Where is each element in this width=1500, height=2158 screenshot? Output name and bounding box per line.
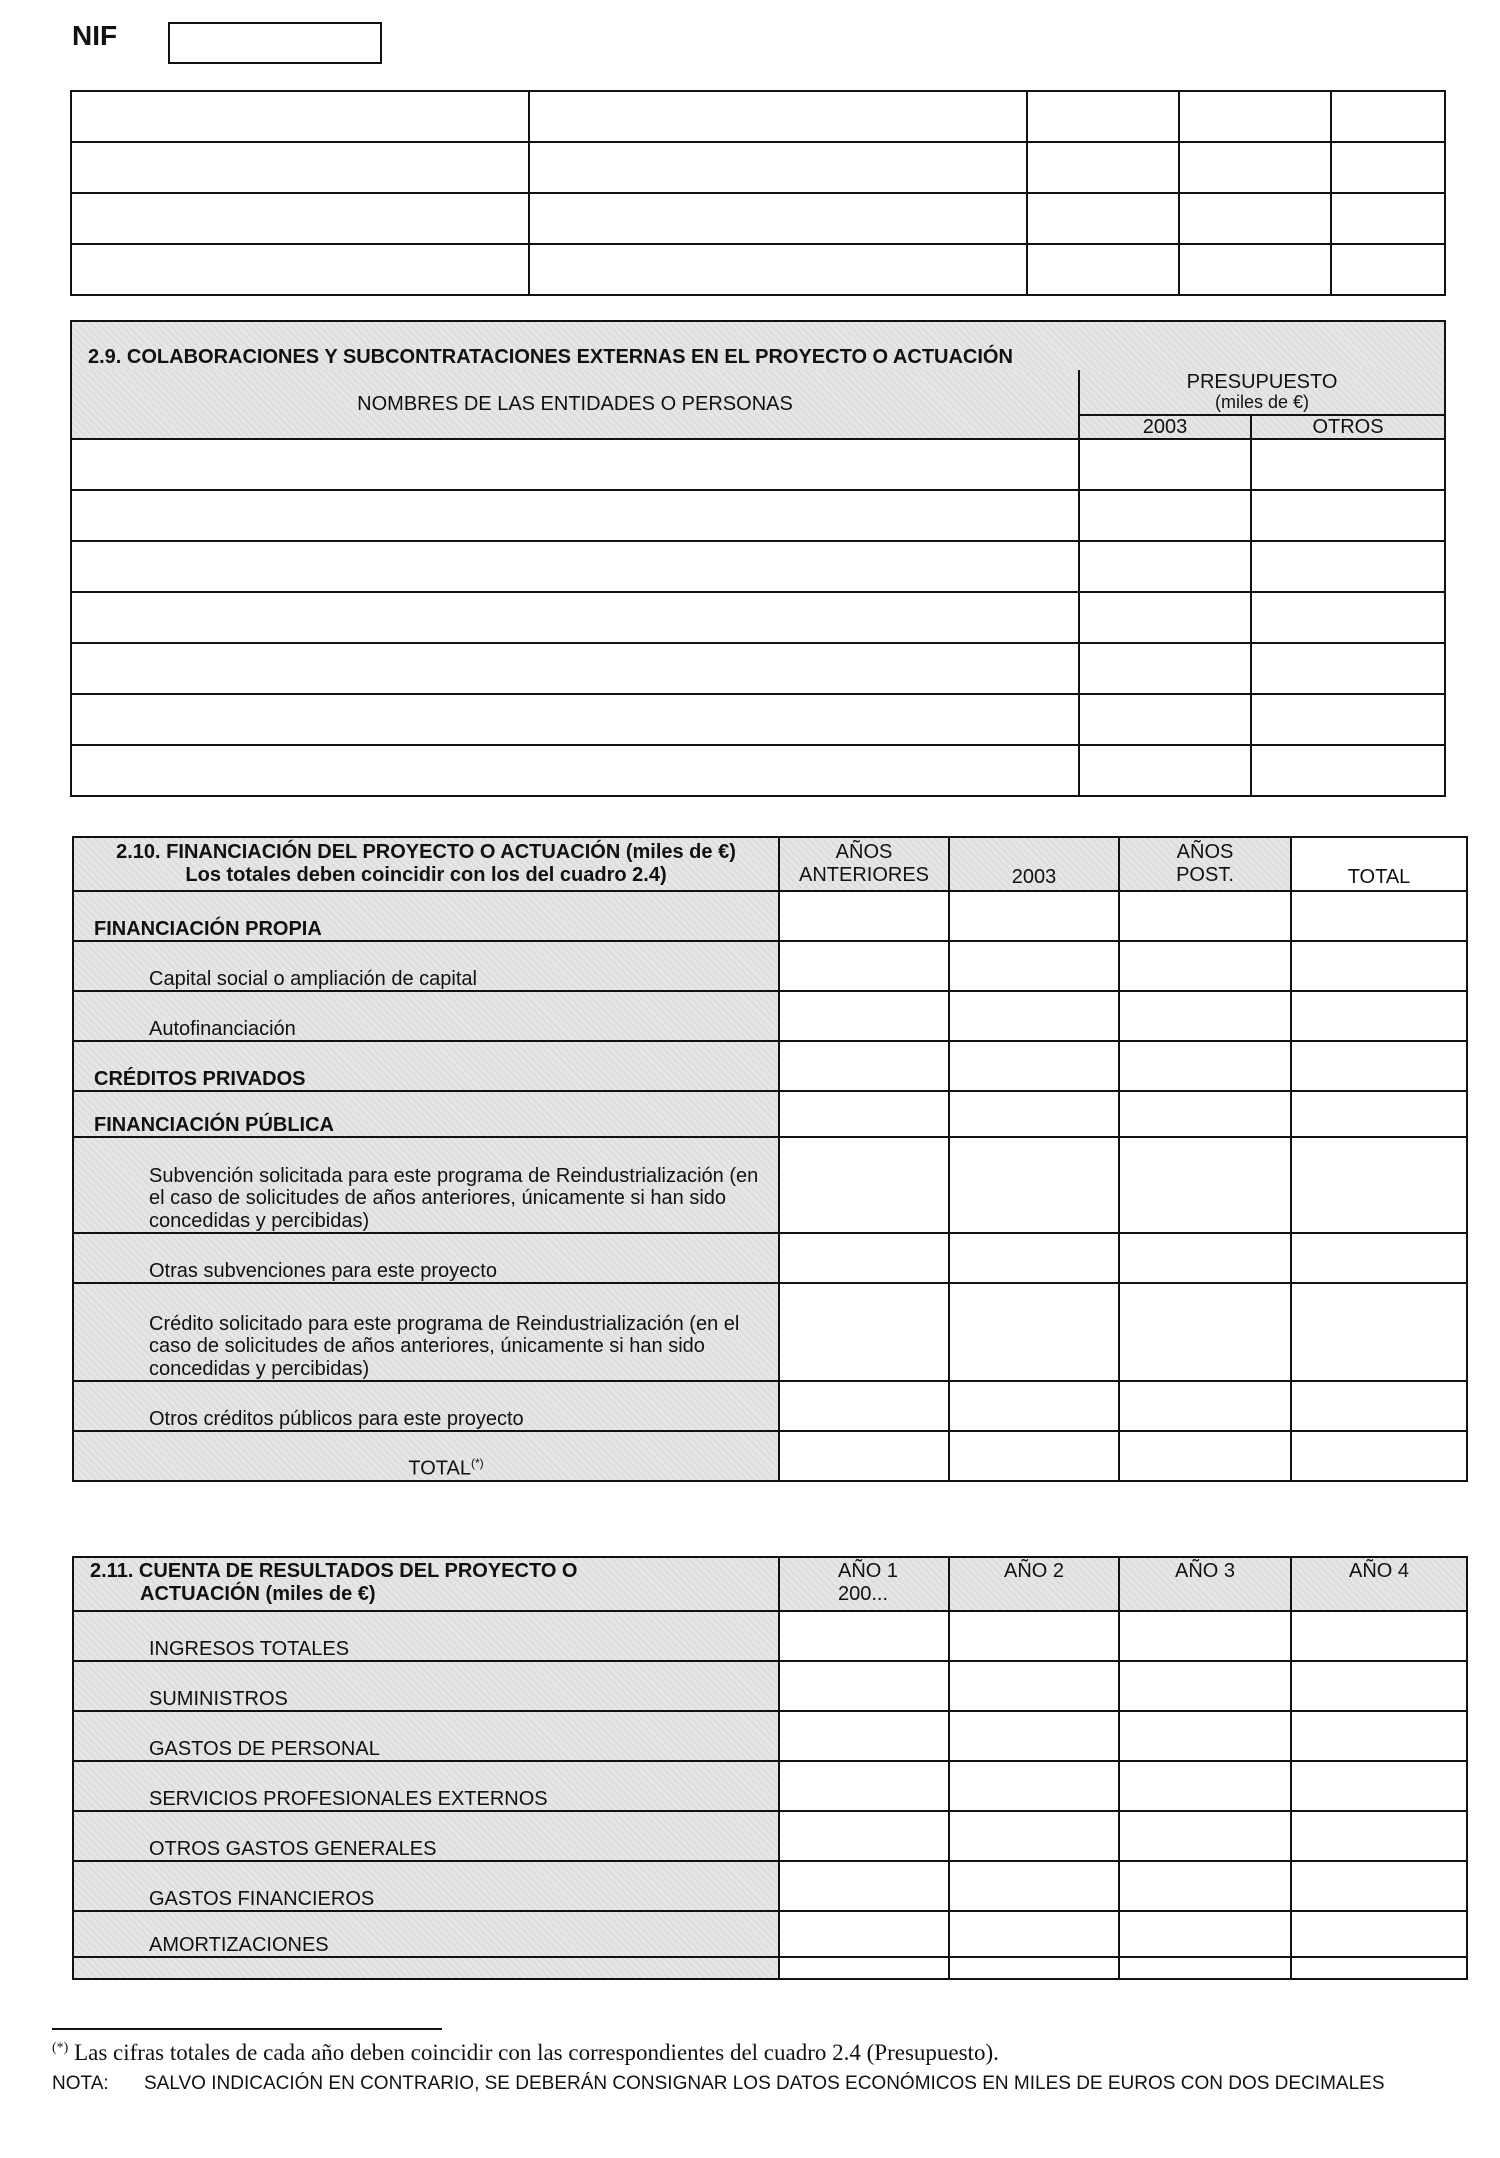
footnote bbox=[52, 2040, 999, 2066]
table-row bbox=[73, 1431, 1467, 1481]
section-2-10-table bbox=[72, 836, 1468, 1482]
previous-years-column-header bbox=[779, 837, 949, 891]
value-cell[interactable] bbox=[779, 1761, 949, 1811]
table-row bbox=[73, 941, 1467, 991]
budget-column-header bbox=[1079, 370, 1445, 415]
year-2-column-header: AÑO 2 bbox=[949, 1557, 1119, 1611]
value-cell[interactable] bbox=[1291, 1137, 1467, 1233]
table-cell[interactable] bbox=[529, 193, 1027, 244]
entities-column-header: NOMBRES DE LAS ENTIDADES O PERSONAS bbox=[71, 370, 1079, 439]
table-cell[interactable] bbox=[71, 142, 529, 193]
value-cell[interactable] bbox=[779, 1233, 949, 1283]
footnote-mark: (*) bbox=[52, 2040, 69, 2056]
value-cell[interactable] bbox=[1119, 1431, 1291, 1481]
continuation-table bbox=[70, 90, 1446, 296]
value-cell[interactable] bbox=[1291, 1431, 1467, 1481]
table-row bbox=[73, 991, 1467, 1041]
value-cell[interactable] bbox=[779, 1283, 949, 1381]
table-row bbox=[73, 1761, 1467, 1811]
table-row bbox=[73, 1233, 1467, 1283]
table-cell[interactable] bbox=[1179, 142, 1331, 193]
total-column-header: TOTAL bbox=[1291, 837, 1467, 891]
table-cell[interactable] bbox=[529, 244, 1027, 295]
value-cell[interactable] bbox=[1291, 1761, 1467, 1811]
year-2003-column-header: 2003 bbox=[1079, 415, 1251, 439]
table-row bbox=[71, 193, 1445, 244]
value-cell[interactable] bbox=[1119, 1041, 1291, 1091]
row-label-share-capital: Capital social o ampliación de capital bbox=[73, 941, 779, 991]
table-row bbox=[73, 1711, 1467, 1761]
value-cell[interactable] bbox=[1291, 1911, 1467, 1957]
value-cell[interactable] bbox=[1119, 991, 1291, 1041]
table-row bbox=[73, 1861, 1467, 1911]
value-cell[interactable] bbox=[1119, 941, 1291, 991]
entity-name-cell[interactable] bbox=[71, 694, 1079, 745]
year-1-label: AÑO 1 bbox=[838, 1560, 899, 1582]
value-cell[interactable] bbox=[1291, 1957, 1467, 1979]
table-row bbox=[73, 1911, 1467, 1957]
table-row bbox=[73, 1957, 1467, 1979]
row-label-own-financing: FINANCIACIÓN PROPIA bbox=[73, 891, 779, 941]
entity-name-cell[interactable] bbox=[71, 439, 1079, 490]
total-label: TOTAL bbox=[408, 1457, 471, 1480]
table-row bbox=[71, 142, 1445, 193]
budget-2003-cell[interactable] bbox=[1079, 694, 1251, 745]
table-row bbox=[73, 1611, 1467, 1661]
table-row bbox=[71, 91, 1445, 142]
table-row bbox=[71, 439, 1445, 490]
value-cell[interactable] bbox=[949, 941, 1119, 991]
value-cell[interactable] bbox=[949, 1957, 1119, 1979]
previous-years-label-1: AÑOS bbox=[835, 841, 893, 863]
later-years-label-1: AÑOS bbox=[1176, 841, 1234, 863]
table-row bbox=[73, 891, 1467, 941]
value-cell[interactable] bbox=[1291, 1611, 1467, 1661]
table-row bbox=[71, 643, 1445, 694]
table-row bbox=[73, 1091, 1467, 1137]
budget-unit: (miles de €) bbox=[1215, 392, 1310, 413]
value-cell[interactable] bbox=[779, 941, 949, 991]
value-cell[interactable] bbox=[949, 1233, 1119, 1283]
table-row bbox=[71, 541, 1445, 592]
value-cell[interactable] bbox=[1119, 1957, 1291, 1979]
budget-others-cell[interactable] bbox=[1251, 439, 1445, 490]
value-cell[interactable] bbox=[779, 1861, 949, 1911]
value-cell[interactable] bbox=[949, 1283, 1119, 1381]
section-2-11-title-line-2: ACTUACIÓN (miles de €) bbox=[140, 1583, 376, 1605]
row-label-financial-expenses: GASTOS FINANCIEROS bbox=[73, 1861, 779, 1911]
value-cell[interactable] bbox=[779, 1041, 949, 1091]
table-cell[interactable] bbox=[1331, 244, 1445, 295]
budget-2003-cell[interactable] bbox=[1079, 592, 1251, 643]
row-label-blank bbox=[73, 1957, 779, 1979]
table-row bbox=[71, 490, 1445, 541]
value-cell[interactable] bbox=[779, 1431, 949, 1481]
table-row bbox=[71, 694, 1445, 745]
table-cell[interactable] bbox=[71, 193, 529, 244]
value-cell[interactable] bbox=[779, 1381, 949, 1431]
entity-name-cell[interactable] bbox=[71, 643, 1079, 694]
value-cell[interactable] bbox=[949, 1811, 1119, 1861]
value-cell[interactable] bbox=[1119, 1611, 1291, 1661]
budget-2003-cell[interactable] bbox=[1079, 541, 1251, 592]
footnote-divider bbox=[52, 2028, 442, 2030]
value-cell[interactable] bbox=[949, 1381, 1119, 1431]
table-row bbox=[73, 1661, 1467, 1711]
row-label-self-financing: Autofinanciación bbox=[73, 991, 779, 1041]
value-cell[interactable] bbox=[779, 1711, 949, 1761]
table-row bbox=[71, 592, 1445, 643]
budget-2003-cell[interactable] bbox=[1079, 490, 1251, 541]
value-cell[interactable] bbox=[1119, 1283, 1291, 1381]
table-cell[interactable] bbox=[529, 91, 1027, 142]
row-label-total bbox=[73, 1431, 779, 1481]
table-cell[interactable] bbox=[1331, 193, 1445, 244]
value-cell[interactable] bbox=[949, 1911, 1119, 1957]
value-cell[interactable] bbox=[949, 1137, 1119, 1233]
section-2-11-table bbox=[72, 1556, 1468, 1980]
entity-name-cell[interactable] bbox=[71, 745, 1079, 796]
value-cell[interactable] bbox=[1291, 1861, 1467, 1911]
budget-others-cell[interactable] bbox=[1251, 592, 1445, 643]
table-cell[interactable] bbox=[1179, 193, 1331, 244]
entity-name-cell[interactable] bbox=[71, 490, 1079, 541]
table-row bbox=[73, 1137, 1467, 1233]
section-2-10-title-line: 2.10. FINANCIACIÓN DEL PROYECTO O ACTUACIÓN (miles de €) bbox=[116, 841, 736, 863]
table-cell[interactable] bbox=[1027, 193, 1179, 244]
note-label: NOTA: bbox=[52, 2073, 109, 2094]
entity-name-cell[interactable] bbox=[71, 592, 1079, 643]
row-label-external-services: SERVICIOS PROFESIONALES EXTERNOS bbox=[73, 1761, 779, 1811]
total-footnote-mark: (*) bbox=[470, 1455, 484, 1470]
value-cell[interactable] bbox=[779, 1661, 949, 1711]
row-label-amortizations: AMORTIZACIONES bbox=[73, 1911, 779, 1957]
nif-input-box[interactable] bbox=[168, 22, 382, 64]
value-cell[interactable] bbox=[1119, 1381, 1291, 1431]
table-cell[interactable] bbox=[71, 244, 529, 295]
later-years-column-header bbox=[1119, 837, 1291, 891]
year-1-sublabel: 200... bbox=[838, 1583, 889, 1605]
year-1-column-header bbox=[779, 1557, 949, 1611]
budget-2003-cell[interactable] bbox=[1079, 745, 1251, 796]
value-cell[interactable] bbox=[779, 1137, 949, 1233]
budget-2003-cell[interactable] bbox=[1079, 439, 1251, 490]
value-cell[interactable] bbox=[1119, 1661, 1291, 1711]
value-cell[interactable] bbox=[949, 1761, 1119, 1811]
value-cell[interactable] bbox=[1119, 891, 1291, 941]
value-cell[interactable] bbox=[949, 1711, 1119, 1761]
row-label-public-financing: FINANCIACIÓN PÚBLICA bbox=[73, 1091, 779, 1137]
section-2-9-table bbox=[70, 320, 1446, 797]
value-cell[interactable] bbox=[1291, 1711, 1467, 1761]
value-cell[interactable] bbox=[949, 991, 1119, 1041]
table-cell[interactable] bbox=[71, 91, 529, 142]
value-cell[interactable] bbox=[1119, 1137, 1291, 1233]
section-2-10-title bbox=[73, 837, 779, 891]
row-label-requested-credit: Crédito solicitado para este programa de Reindustrialización (en el caso de solicitudes de años anteriores, únicamente si han sido concedidas y percibidas) bbox=[73, 1283, 779, 1381]
row-label-requested-subsidy: Subvención solicitada para este programa de Reindustrialización (en el caso de solicitudes de años anteriores, únicamente si han sido concedidas y percibidas) bbox=[73, 1137, 779, 1233]
row-label-other-subsidies: Otras subvenciones para este proyecto bbox=[73, 1233, 779, 1283]
table-cell[interactable] bbox=[1331, 142, 1445, 193]
year-3-column-header: AÑO 3 bbox=[1119, 1557, 1291, 1611]
value-cell[interactable] bbox=[949, 891, 1119, 941]
value-cell[interactable] bbox=[1291, 1381, 1467, 1431]
table-cell[interactable] bbox=[1027, 142, 1179, 193]
budget-label: PRESUPUESTO bbox=[1186, 371, 1338, 394]
value-cell[interactable] bbox=[1291, 1091, 1467, 1137]
value-cell[interactable] bbox=[949, 1091, 1119, 1137]
value-cell[interactable] bbox=[1291, 891, 1467, 941]
value-cell[interactable] bbox=[1119, 1861, 1291, 1911]
value-cell[interactable] bbox=[949, 1611, 1119, 1661]
value-cell[interactable] bbox=[1291, 1283, 1467, 1381]
value-cell[interactable] bbox=[949, 1431, 1119, 1481]
row-label-personnel-costs: GASTOS DE PERSONAL bbox=[73, 1711, 779, 1761]
value-cell[interactable] bbox=[1291, 941, 1467, 991]
value-cell[interactable] bbox=[949, 1661, 1119, 1711]
budget-others-cell[interactable] bbox=[1251, 694, 1445, 745]
nif-label: NIF bbox=[72, 20, 118, 51]
value-cell[interactable] bbox=[949, 1041, 1119, 1091]
value-cell[interactable] bbox=[779, 1611, 949, 1661]
others-column-header: OTROS bbox=[1251, 415, 1445, 439]
table-row bbox=[73, 1041, 1467, 1091]
value-cell[interactable] bbox=[1291, 1661, 1467, 1711]
table-row bbox=[71, 745, 1445, 796]
entity-name-cell[interactable] bbox=[71, 541, 1079, 592]
later-years-label-2: POST. bbox=[1176, 864, 1234, 886]
value-cell[interactable] bbox=[779, 1957, 949, 1979]
value-cell[interactable] bbox=[1119, 1091, 1291, 1137]
previous-years-label-2: ANTERIORES bbox=[798, 864, 930, 886]
section-2-9-title: 2.9. COLABORACIONES Y SUBCONTRATACIONES EXTERNAS EN EL PROYECTO O ACTUACIÓN bbox=[71, 321, 1445, 370]
budget-others-cell[interactable] bbox=[1251, 745, 1445, 796]
budget-others-cell[interactable] bbox=[1251, 490, 1445, 541]
value-cell[interactable] bbox=[779, 891, 949, 941]
table-row bbox=[73, 1381, 1467, 1431]
value-cell[interactable] bbox=[949, 1861, 1119, 1911]
value-cell[interactable] bbox=[779, 1811, 949, 1861]
table-row bbox=[73, 1283, 1467, 1381]
table-row bbox=[73, 1811, 1467, 1861]
budget-others-cell[interactable] bbox=[1251, 643, 1445, 694]
row-label-other-general-expenses: OTROS GASTOS GENERALES bbox=[73, 1811, 779, 1861]
row-label-supplies: SUMINISTROS bbox=[73, 1661, 779, 1711]
table-cell[interactable] bbox=[1027, 244, 1179, 295]
value-cell[interactable] bbox=[779, 991, 949, 1041]
value-cell[interactable] bbox=[1291, 1811, 1467, 1861]
value-cell[interactable] bbox=[1119, 1233, 1291, 1283]
value-cell[interactable] bbox=[1119, 1911, 1291, 1957]
note bbox=[52, 2072, 1432, 2096]
section-2-11-title bbox=[73, 1557, 779, 1611]
table-cell[interactable] bbox=[1179, 91, 1331, 142]
row-label-total-income: INGRESOS TOTALES bbox=[73, 1611, 779, 1661]
value-cell[interactable] bbox=[1119, 1811, 1291, 1861]
value-cell[interactable] bbox=[1119, 1711, 1291, 1761]
value-cell[interactable] bbox=[1291, 1041, 1467, 1091]
value-cell[interactable] bbox=[1291, 991, 1467, 1041]
year-4-column-header: AÑO 4 bbox=[1291, 1557, 1467, 1611]
value-cell[interactable] bbox=[1291, 1233, 1467, 1283]
budget-others-cell[interactable] bbox=[1251, 541, 1445, 592]
value-cell[interactable] bbox=[1119, 1761, 1291, 1811]
table-cell[interactable] bbox=[1027, 91, 1179, 142]
value-cell[interactable] bbox=[779, 1091, 949, 1137]
note-text: SALVO INDICACIÓN EN CONTRARIO, SE DEBERÁN CONSIGNAR LOS DATOS ECONÓMICOS EN MILES DE EUROS CON DOS DECIMALES bbox=[144, 2073, 1385, 2094]
row-label-other-public-credits: Otros créditos públicos para este proyecto bbox=[73, 1381, 779, 1431]
row-label-private-credits: CRÉDITOS PRIVADOS bbox=[73, 1041, 779, 1091]
value-cell[interactable] bbox=[779, 1911, 949, 1957]
footnote-text: Las cifras totales de cada año deben coincidir con las correspondientes del cuadro 2.4 (Presupuesto). bbox=[74, 2040, 999, 2065]
table-cell[interactable] bbox=[1331, 91, 1445, 142]
table-cell[interactable] bbox=[529, 142, 1027, 193]
budget-2003-cell[interactable] bbox=[1079, 643, 1251, 694]
table-cell[interactable] bbox=[1179, 244, 1331, 295]
year-2003-column-header: 2003 bbox=[949, 837, 1119, 891]
section-2-10-subtitle: Los totales deben coincidir con los del cuadro 2.4) bbox=[185, 864, 667, 886]
section-2-11-title-line-1: 2.11. CUENTA DE RESULTADOS DEL PROYECTO O bbox=[90, 1560, 578, 1582]
table-row bbox=[71, 244, 1445, 295]
